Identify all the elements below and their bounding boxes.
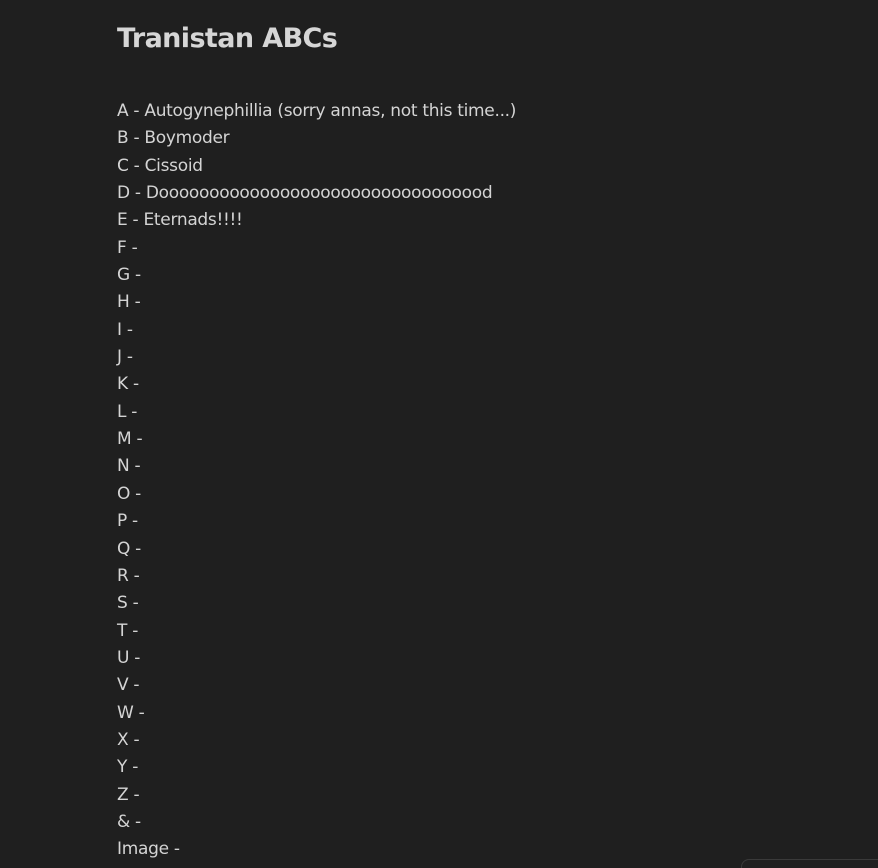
list-item[interactable]: W - — [117, 702, 145, 723]
list-item[interactable]: X - — [117, 729, 140, 750]
list-item[interactable]: Y - — [117, 757, 139, 778]
list-item[interactable]: P - — [117, 511, 138, 532]
list-item[interactable]: D - Dooooooooooooooooooooooooooooooood — [117, 183, 493, 204]
list-item[interactable]: O - — [117, 483, 142, 504]
list-item[interactable]: M - — [117, 429, 143, 450]
list-item[interactable]: B - Boymoder — [117, 128, 230, 149]
list-item[interactable]: F - — [117, 237, 138, 258]
list-item[interactable]: R - — [117, 565, 140, 586]
page-title[interactable]: Tranistan ABCs — [117, 23, 338, 54]
list-item[interactable]: S - — [117, 593, 139, 614]
list-item[interactable]: Z - — [117, 784, 140, 805]
list-item[interactable]: L - — [117, 401, 138, 422]
list-item[interactable]: A - Autogynephillia (sorry annas, not this time...) — [117, 101, 517, 121]
list-item[interactable]: G - — [117, 265, 141, 286]
list-item[interactable]: H - — [117, 292, 141, 313]
list-item[interactable]: U - — [117, 647, 141, 668]
list-item[interactable]: T - — [117, 620, 139, 641]
note-page — [117, 0, 878, 868]
panel-corner-edge — [741, 859, 878, 868]
list-item[interactable]: Q - — [117, 538, 142, 559]
list-item[interactable]: C - Cissoid — [117, 155, 203, 176]
list-item[interactable]: Image - — [117, 839, 180, 860]
list-item[interactable]: V - — [117, 675, 140, 696]
abc-list — [117, 98, 516, 864]
list-item[interactable]: K - — [117, 374, 139, 395]
list-item[interactable]: N - — [117, 456, 141, 477]
list-item[interactable]: J - — [117, 347, 133, 368]
list-item[interactable]: I - — [117, 319, 133, 340]
list-item[interactable]: & - — [117, 811, 141, 832]
list-item[interactable]: E - Eternads!!!! — [117, 210, 243, 231]
